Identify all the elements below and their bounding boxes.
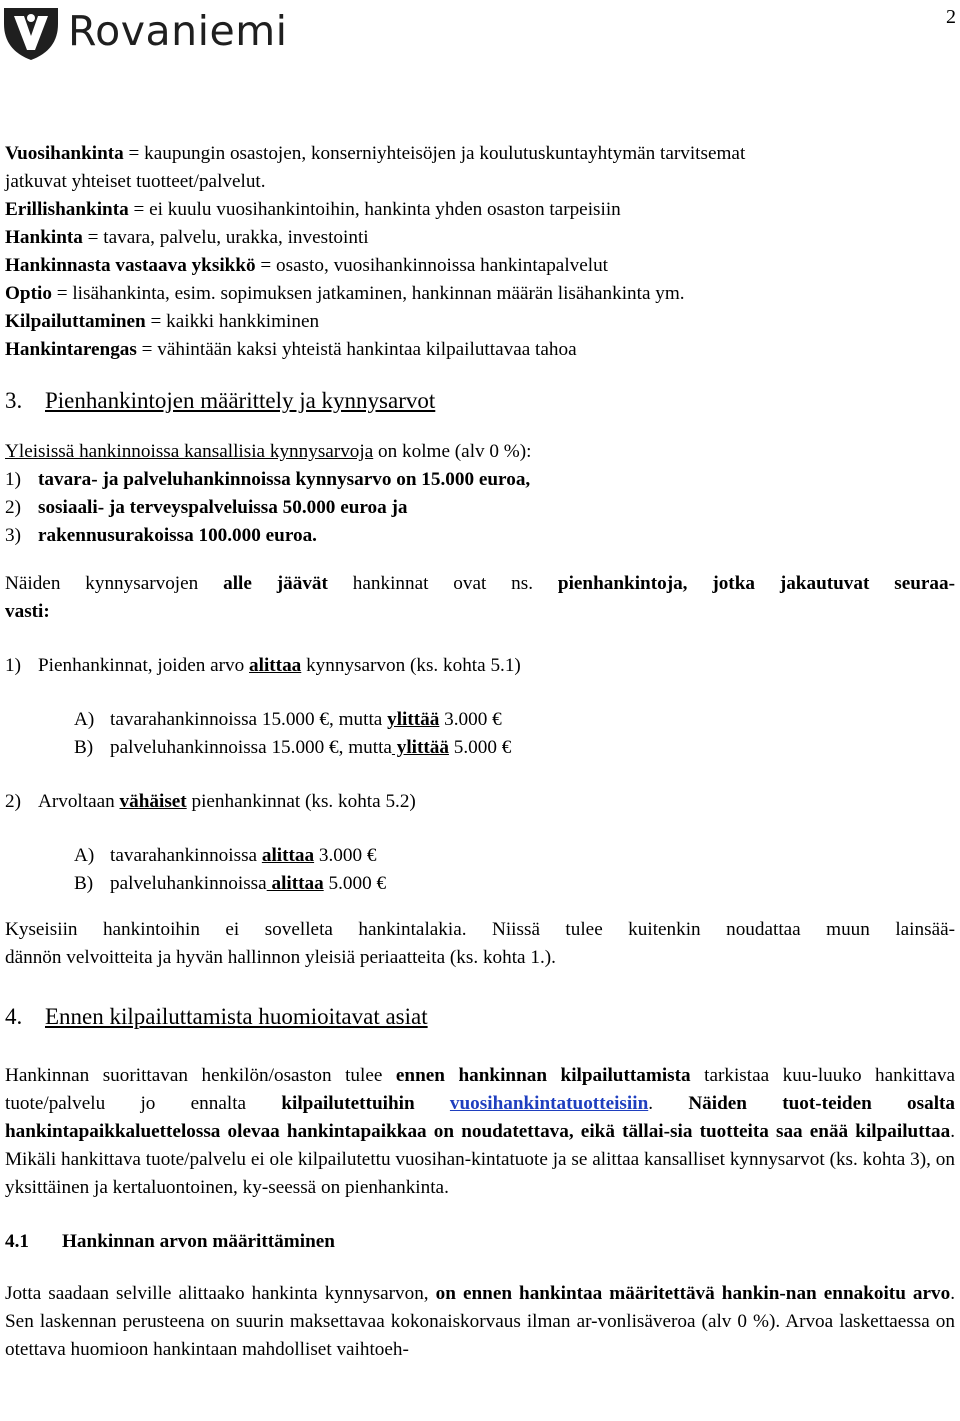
page-header xyxy=(2,4,402,64)
definition-item: Vuosihankinta = kaupungin osastojen, konserniyhteisöjen ja koulutuskuntayhtymän tarvitsemat xyxy=(5,143,746,164)
section-4-1-heading: 4.1 Hankinnan arvon määrittäminen xyxy=(5,1231,335,1252)
definitions-list xyxy=(5,140,955,364)
page-number: 2 xyxy=(946,6,956,28)
definition-item: Hankintarengas = vähintään kaksi yhteistä hankintaa kilpailuttavaa tahoa xyxy=(5,339,577,360)
procurement-law-note-continuation: dännön velvoitteita ja hyvän hallinnon yleisiä periaatteita (ks. kohta 1.). xyxy=(5,947,556,968)
small-procurement-item-2: 2) Arvoltaan vähäiset pienhankinnat (ks. kohta 5.2) xyxy=(5,791,416,812)
definition-continuation: jatkuvat yhteiset tuotteet/palvelut. xyxy=(5,171,266,192)
threshold-item: 2) sosiaali- ja terveyspalveluissa 50.000 euroa ja xyxy=(5,497,408,518)
annual-procurement-link[interactable]: vuosihankintatuotteisiin xyxy=(449,1093,649,1114)
threshold-item: 3) rakennusurakoissa 100.000 euroa. xyxy=(5,525,317,546)
below-threshold-paragraph: Näiden kynnysarvojen alle jäävät hankinnat ovat ns. pienhankintoja, jotka jakautuvat seuraa- xyxy=(5,573,955,594)
rovaniemi-crest-icon xyxy=(2,6,60,62)
threshold-intro: Yleisissä hankinnoissa kansallisia kynnysarvoja on kolme (alv 0 %): xyxy=(5,441,532,462)
procurement-law-note: Kyseisiin hankintoihin ei sovelleta hankintalakia. Niissä tulee kuitenkin noudattaa muun lainsää- xyxy=(5,919,955,940)
sub-item: B) palveluhankinnoissa 15.000 €, mutta ylittää 5.000 € xyxy=(74,737,512,758)
sub-item: A) tavarahankinnoissa 15.000 €, mutta ylittää 3.000 € xyxy=(74,709,502,730)
sub-item: B) palveluhankinnoissa alittaa 5.000 € xyxy=(74,873,387,894)
definition-item: Hankinnasta vastaava yksikkö = osasto, vuosihankinnoissa hankintapalvelut xyxy=(5,255,609,276)
section-3-heading: 3. Pienhankintojen määrittely ja kynnysarvot xyxy=(5,388,436,413)
sub-item: A) tavarahankinnoissa alittaa 3.000 € xyxy=(74,845,377,866)
definition-item: Erillishankinta = ei kuulu vuosihankintoihin, hankinta yhden osaston tarpeisiin xyxy=(5,199,621,220)
definition-item: Hankinta = tavara, palvelu, urakka, investointi xyxy=(5,227,369,248)
below-threshold-continuation: vasti: xyxy=(5,601,50,622)
small-procurement-item-1: 1) Pienhankinnat, joiden arvo alittaa kynnysarvon (ks. kohta 5.1) xyxy=(5,655,521,676)
logo-text: Rovaniemi xyxy=(68,7,288,55)
definition-item: Kilpailuttaminen = kaikki hankkiminen xyxy=(5,311,320,332)
section-4-1-paragraph: Jotta saadaan selville alittaako hankinta kynnysarvon, on ennen hankintaa määritettävä hankin-nan ennakoitu arvo. Sen laskennan perusteena on suurin maksettavaa kokonaiskorvaus ilman ar-vonlisäveroa (alv 0 %). Arvoa laskettaessa on otettava huomioon hankintaan mahdolliset vaihtoeh- xyxy=(5,1283,955,1360)
definition-item: Optio = lisähankinta, esim. sopimuksen jatkaminen, hankinnan määrän lisähankinta ym. xyxy=(5,283,685,304)
section-4-paragraph: Hankinnan suorittavan henkilön/osaston tulee ennen hankinnan kilpailuttamista tarkistaa kuu-luuko hankittava tuote/palvelu jo ennalta kilpailutettuihin vuosihankintatuotteisiin. Näiden tuot-teiden osalta hankintapaikkaluettelossa olevaa hankintapaikkaa on noudatettava, eikä tällai-sia tuotteita saa enää kilpailuttaa. Mikäli hankittava tuote/palvelu ei ole kilpailutettu vuosihan-kintatuote ja se alittaa kansalliset kynnysarvot (ks. kohta 3), on yksittäinen ja kertaluontoinen, ky-seessä on pienhankinta. xyxy=(5,1065,956,1198)
threshold-item: 1) tavara- ja palveluhankinnoissa kynnysarvo on 15.000 euroa, xyxy=(5,469,531,490)
document-body xyxy=(5,140,955,1364)
section-4-heading: 4. Ennen kilpailuttamista huomioitavat asiat xyxy=(5,1004,428,1029)
